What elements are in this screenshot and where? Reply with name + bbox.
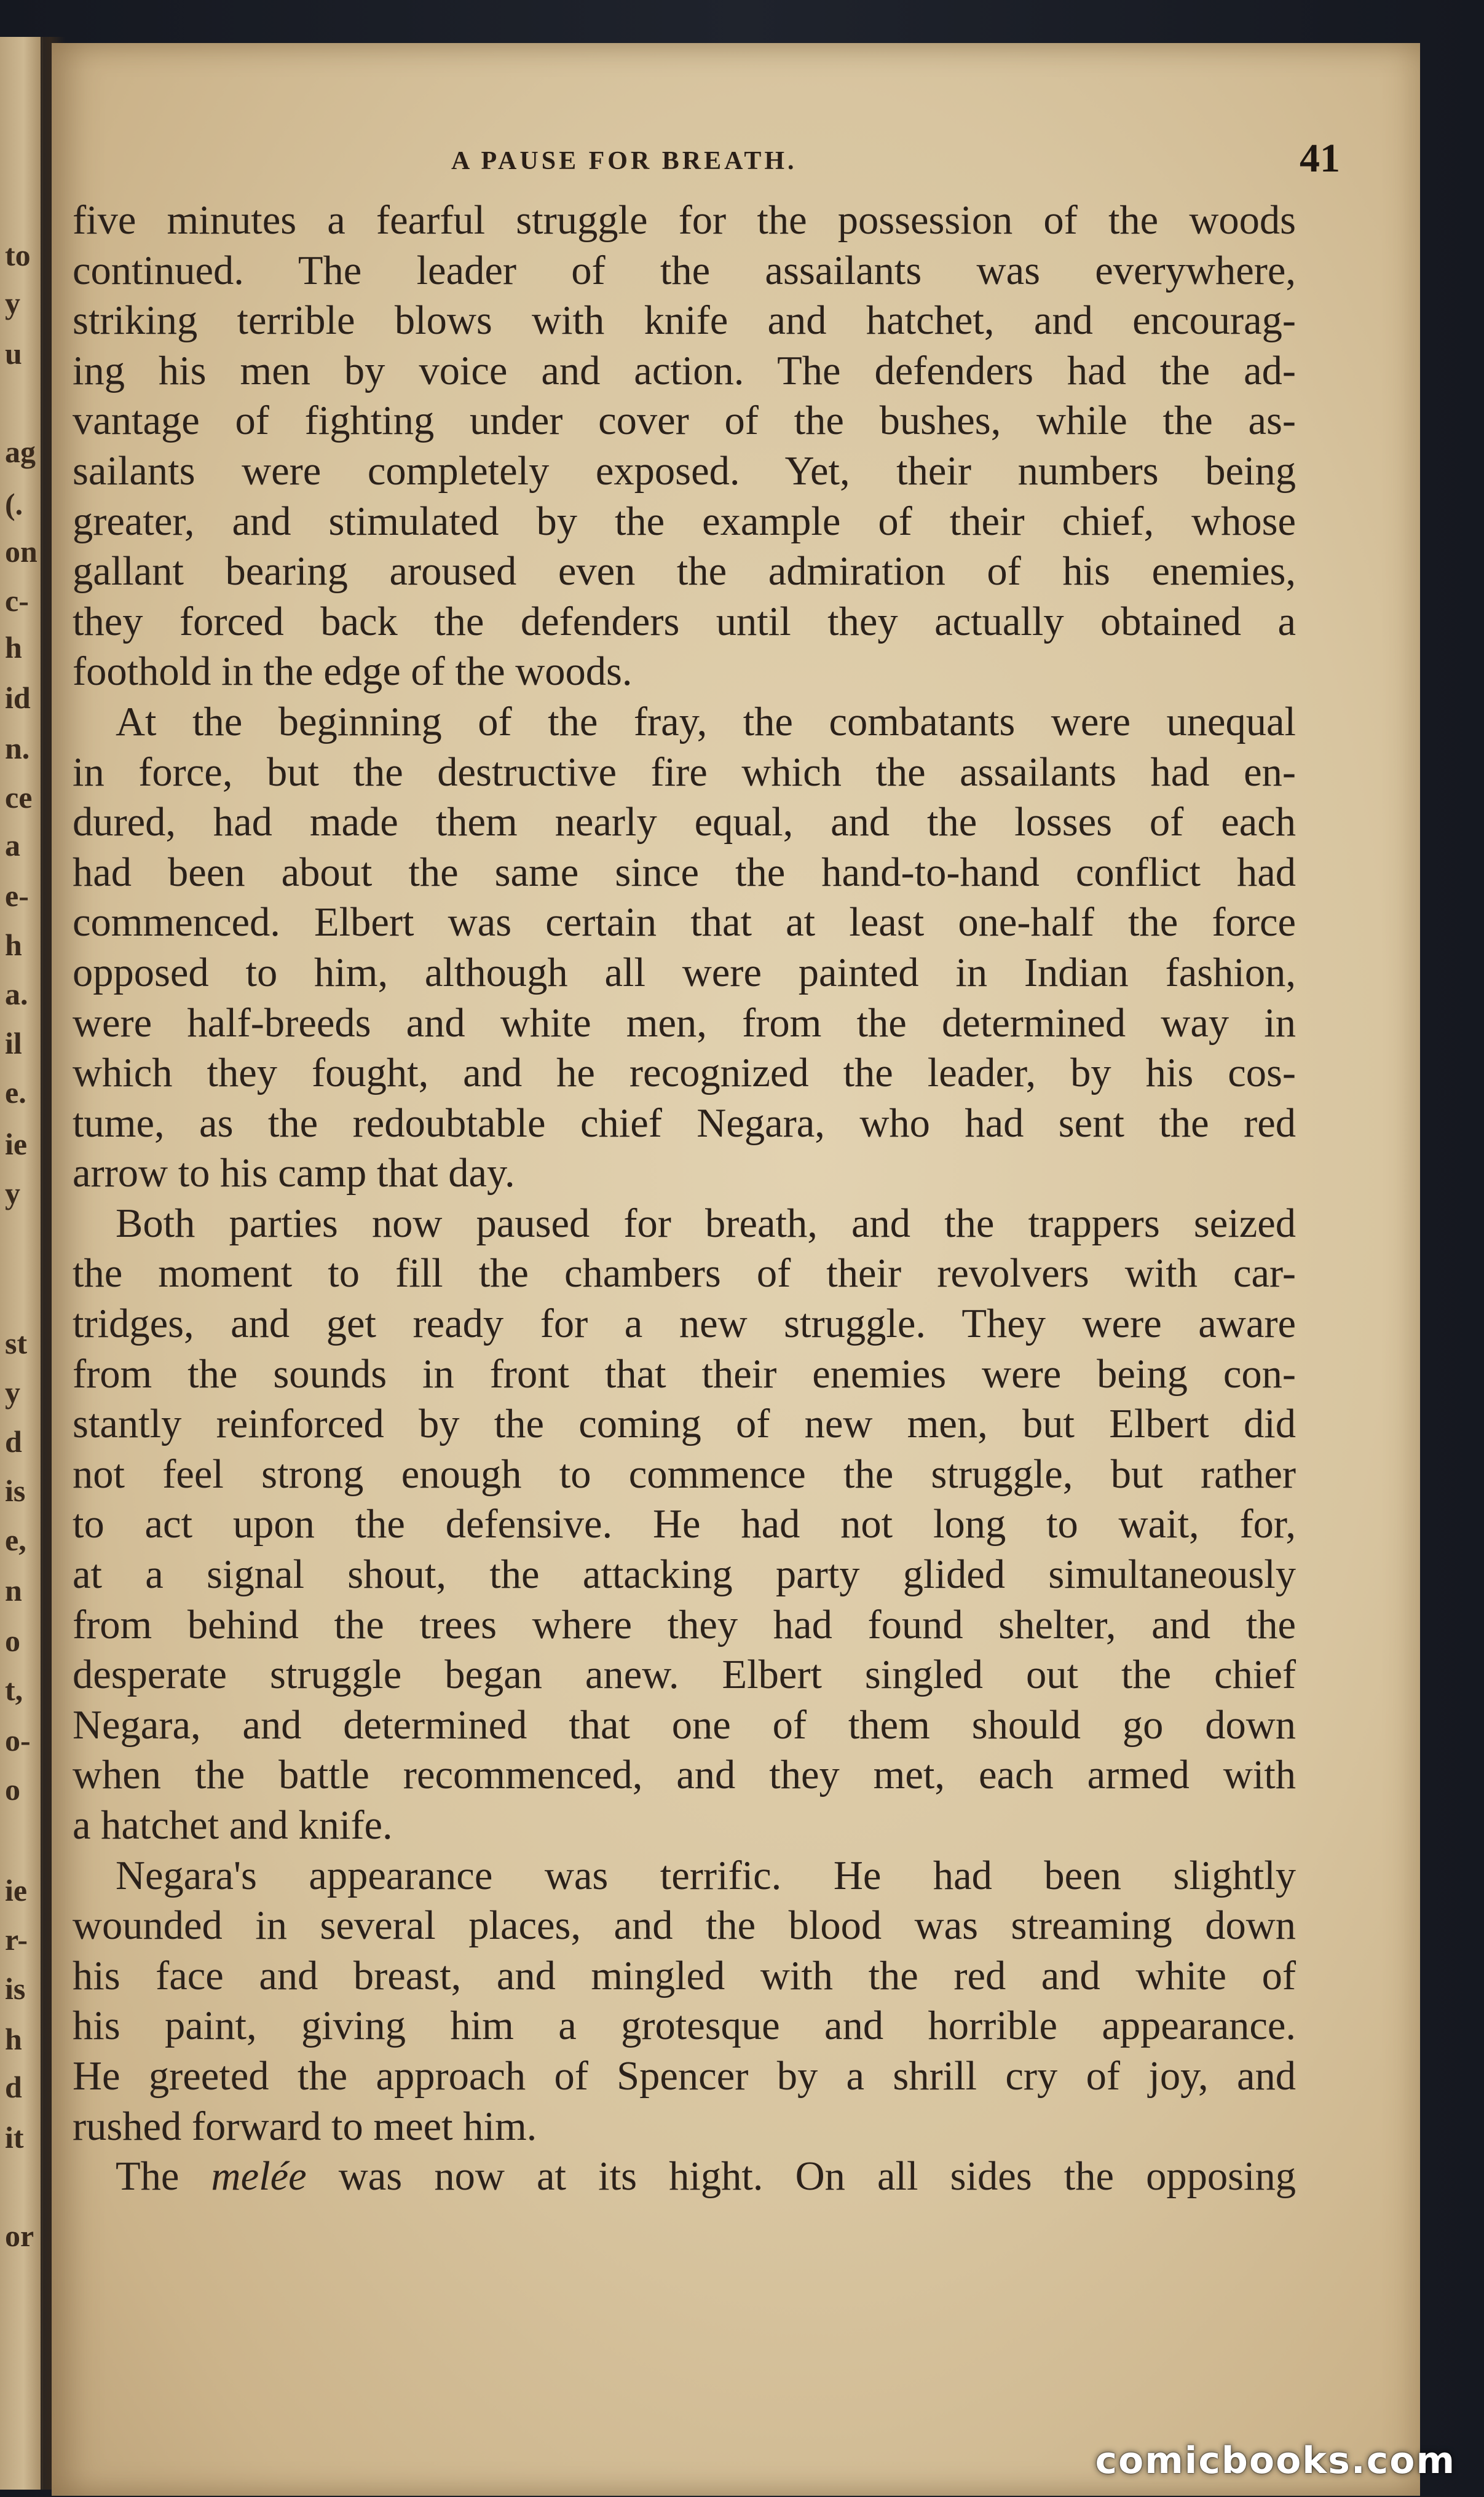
book-page: [52, 43, 1420, 2496]
watermark-logo: comicbooks.com: [1095, 2439, 1456, 2482]
text-line: tridges, and get ready for a new struggle. They were aware: [73, 1301, 1296, 1347]
text-line: rushed forward to meet him.: [73, 2104, 537, 2149]
text-line: greater, and stimulated by the example of their chief, whose: [73, 499, 1296, 544]
facing-page-fragment: or: [5, 2219, 34, 2253]
text-line: foothold in the edge of the woods.: [73, 649, 633, 695]
facing-page-fragment: it: [5, 2120, 24, 2155]
text-line: which they fought, and he recognized the leader, by his cos-: [73, 1051, 1296, 1096]
facing-page-fragment: a.: [5, 977, 28, 1011]
text-line: at a signal shout, the attacking party glided simultaneously: [73, 1552, 1296, 1598]
running-head-title: A PAUSE FOR BREATH.: [451, 147, 797, 175]
text-fragment: The: [116, 2154, 211, 2199]
text-line: his paint, giving him a grotesque and horrible appearance.: [73, 2003, 1296, 2049]
text-line: gallant bearing aroused even the admiration of his enemies,: [73, 549, 1296, 594]
text-line: they forced back the defenders until they actually obtained a: [73, 599, 1296, 644]
text-line: stantly reinforced by the coming of new men, but Elbert did: [73, 1402, 1296, 1447]
facing-page-fragment: y: [5, 1375, 20, 1410]
text-fragment: was now at its hight. On all sides the opposing: [306, 2154, 1296, 2199]
text-line: his face and breast, and mingled with the red and white of: [73, 1953, 1296, 1998]
running-head: [52, 135, 1420, 184]
text-line: from behind the trees where they had found shelter, and the: [73, 1602, 1296, 1647]
facing-page-fragment: h: [5, 928, 22, 962]
text-line: commenced. Elbert was certain that at least one-half the force: [73, 900, 1296, 945]
paragraph-first-line: [73, 2152, 1296, 2202]
text-line: five minutes a fearful struggle for the possession of the woods: [73, 198, 1296, 243]
facing-page-fragment: u: [5, 336, 22, 371]
facing-page-fragment: e.: [5, 1075, 26, 1110]
italic-word: melée: [211, 2154, 307, 2199]
facing-page-fragment: e-: [5, 878, 29, 913]
facing-page-fragment: is: [5, 1473, 26, 1508]
facing-page-fragment: a: [5, 828, 20, 862]
facing-page-fragment: to: [5, 238, 31, 272]
text-line: not feel strong enough to commence the struggle, but rather: [73, 1451, 1296, 1497]
body-text: [73, 195, 1296, 2202]
text-line: He greeted the approach of Spencer by a shrill cry of joy, and: [73, 2053, 1296, 2099]
facing-page-fragment: ag: [5, 435, 36, 469]
text-line: ing his men by voice and action. The defenders had the ad-: [73, 348, 1296, 393]
facing-page-fragment: il: [5, 1026, 22, 1060]
text-line: vantage of fighting under cover of the bushes, while the as-: [73, 398, 1296, 444]
text-line: were half-breeds and white men, from the determined way in: [73, 1000, 1296, 1046]
text-line: tume, as the redoubtable chief Negara, who had sent the red: [73, 1100, 1296, 1146]
facing-page-fragment: ie: [5, 1127, 28, 1161]
facing-page-edge: [0, 37, 43, 2490]
page-number: 41: [1300, 136, 1340, 181]
text-line: arrow to his camp that day.: [73, 1151, 515, 1196]
text-line: Negara, and determined that one of them should go down: [73, 1702, 1296, 1748]
facing-page-fragment: on: [5, 534, 37, 569]
text-line: had been about the same since the hand-to-hand conflict had: [73, 850, 1296, 895]
text-line: dured, had made them nearly equal, and the losses of each: [73, 800, 1296, 845]
facing-page-fragment: o: [5, 1772, 20, 1807]
paragraph-first-line: Both parties now paused for breath, and the trappers seized: [116, 1201, 1296, 1246]
text-line: opposed to him, although all were painted in Indian fashion,: [73, 950, 1296, 995]
paragraph-first-line: At the beginning of the fray, the combatants were unequal: [116, 699, 1296, 744]
facing-page-fragment: d: [5, 2070, 22, 2104]
paragraph-first-line: Negara's appearance was terrific. He had been slightly: [116, 1853, 1296, 1898]
facing-page-fragment: n.: [5, 731, 30, 765]
facing-page-fragment: h: [5, 630, 22, 665]
facing-page-fragment: o-: [5, 1723, 31, 1757]
facing-page-fragment: is: [5, 1971, 26, 2006]
text-line: striking terrible blows with knife and hatchet, and encourag-: [73, 298, 1296, 344]
facing-page-fragment: ce: [5, 780, 33, 815]
facing-page-fragment: y: [5, 1176, 20, 1210]
text-line: from the sounds in front that their enemies were being con-: [73, 1351, 1296, 1397]
facing-page-fragment: st: [5, 1326, 28, 1360]
facing-page-fragment: n: [5, 1573, 22, 1607]
facing-page-fragment: c-: [5, 583, 29, 618]
text-line: the moment to fill the chambers of their revolvers with car-: [73, 1251, 1296, 1296]
facing-page-fragment: o: [5, 1623, 20, 1658]
text-line: continued. The leader of the assailants was everywhere,: [73, 248, 1296, 293]
text-line: sailants were completely exposed. Yet, their numbers being: [73, 448, 1296, 494]
facing-page-fragment: ie: [5, 1873, 28, 1907]
text-line: wounded in several places, and the blood was streaming down: [73, 1903, 1296, 1949]
text-line: to act upon the defensive. He had not long to wait, for,: [73, 1502, 1296, 1547]
text-line: when the battle recommenced, and they met, each armed with: [73, 1753, 1296, 1798]
facing-page-fragment: e,: [5, 1523, 26, 1557]
facing-page-fragment: d: [5, 1424, 22, 1459]
facing-page-fragment: id: [5, 680, 31, 715]
text-line: a hatchet and knife.: [73, 1803, 393, 1848]
facing-page-fragment: r-: [5, 1922, 28, 1957]
facing-page-fragment: t,: [5, 1673, 23, 1707]
text-line: in force, but the destructive fire which the assailants had en-: [73, 749, 1296, 795]
facing-page-fragment: h: [5, 2022, 22, 2056]
facing-page-fragment: (.: [5, 487, 23, 521]
text-line: desperate struggle began anew. Elbert singled out the chief: [73, 1652, 1296, 1698]
facing-page-fragment: y: [5, 286, 20, 320]
